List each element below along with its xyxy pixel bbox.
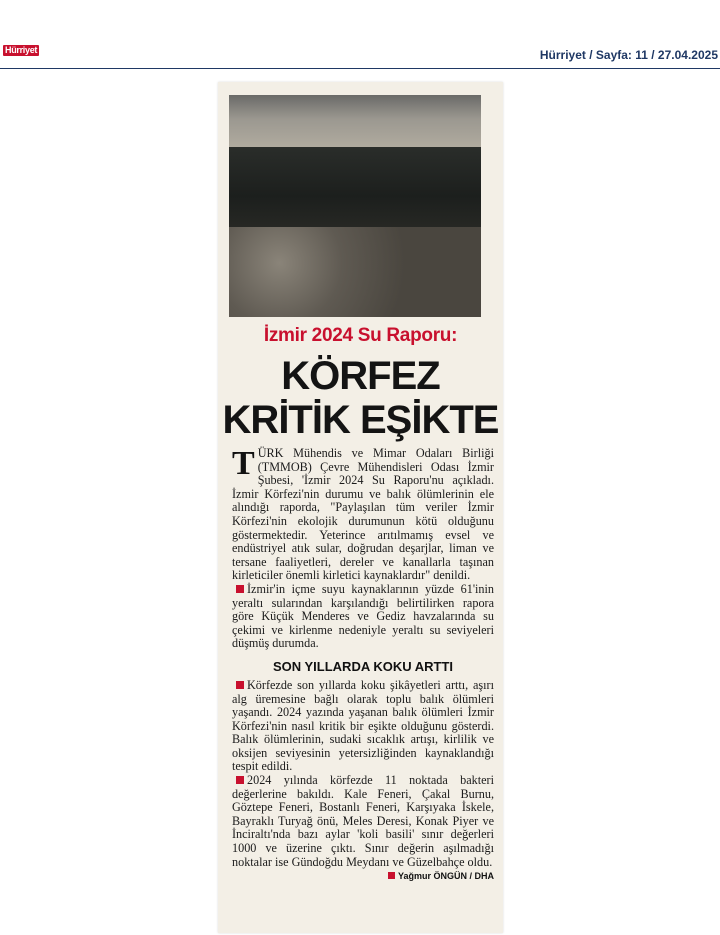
bullet-square-icon (236, 585, 244, 593)
byline-square-icon (388, 872, 395, 879)
bullet-square-icon (236, 776, 244, 784)
bullet-square-icon (236, 681, 244, 689)
byline-text: Yağmur ÖNGÜN / DHA (397, 871, 494, 882)
newspaper-logo: Hürriyet (5, 45, 38, 55)
paragraph-3 (232, 679, 494, 774)
subheading: SON YILLARDA KOKU ARTTI (272, 658, 454, 674)
headline-line-2: KRİTİK EŞİKTE (222, 398, 499, 442)
paragraph-4-text: 2024 yılında körfezde 11 noktada bakteri değerlerine bakıldı. Kale Feneri, Çakal Burnu, Göztepe Feneri, Bostanlı Feneri, Karşıyaka İskele, Bayraklı Turyağ önü, Meles Deresi, Konak Piyer ve İnciraltı'nda bazı aylar 'koli basili' sınır değerleri 1000 ve üzerine çıktı. Sınır değerin aşılmadığı noktalar ise Gündoğdu Meydanı ve Güzelbahçe oldu. (232, 773, 494, 869)
page-header (0, 0, 720, 70)
paragraph-1 (232, 447, 494, 583)
photo-gulf-water (229, 147, 481, 229)
paragraph-2 (232, 583, 494, 651)
headline-line-1: KÖRFEZ (281, 354, 440, 398)
article-kicker: İzmir 2024 Su Raporu: (263, 325, 458, 346)
paragraph-3-text: Körfezde son yıllarda koku şikâyetleri arttı, aşırı alg üremesine bağlı olarak toplu balık ölümleri yaşandı. 2024 yazında yaşanan balık ölümleri İzmir Körfezi'nin nasıl kritik bir eşikte olduğunu gösterdi. Balık ölümlerinin, sudaki sıcaklık artışı, kirlilik ve oksijen seviyesinin yetersizliğinden kaynaklandığı tespit edildi. (232, 677, 494, 774)
byline (388, 871, 494, 881)
paragraph-4 (232, 773, 494, 882)
source-citation: Hürriyet / Sayfa: 11 / 27.04.2025 (539, 48, 718, 62)
article-body (232, 447, 494, 881)
article-photo (229, 95, 481, 317)
photo-cityscape (229, 95, 481, 155)
paragraph-2-text: İzmir'in içme suyu kaynaklarının yüzde 61'inin yeraltı sularından karşılandığı belirtilirken rapora göre Küçük Menderes ve Gediz havzalarında su çekimi ve kirlenme nedeniyle yeraltı su seviyeleri düşmüş durumda. (232, 581, 494, 651)
dropcap: T (232, 445, 255, 482)
header-divider (0, 68, 720, 69)
newspaper-clipping (218, 82, 503, 933)
article-headline (218, 354, 503, 442)
photo-polluted-shore (229, 227, 481, 317)
paragraph-1-text: ÜRK Mühendis ve Mimar Odaları Birliği (TMMOB) Çevre Mühendisleri Odası İzmir Şubesi, 'İzmir 2024 Su Raporu'nu açıkladı. İzmir Körfezi'nin durumu ve balık ölümlerinin ele alındığı raporda, "Paylaşılan tüm veriler İzmir Körfezi'nin ekolojik durumunun kötü olduğunu göstermektedir. Yeterince arıtılmamış evsel ve endüstriyel atık sular, doğrudan deşarjlar, liman ve tersane faaliyetleri, dereler ve kanallarla taşınan kirleticiler önemli kirletici kaynaklardır" denildi. (232, 446, 494, 583)
